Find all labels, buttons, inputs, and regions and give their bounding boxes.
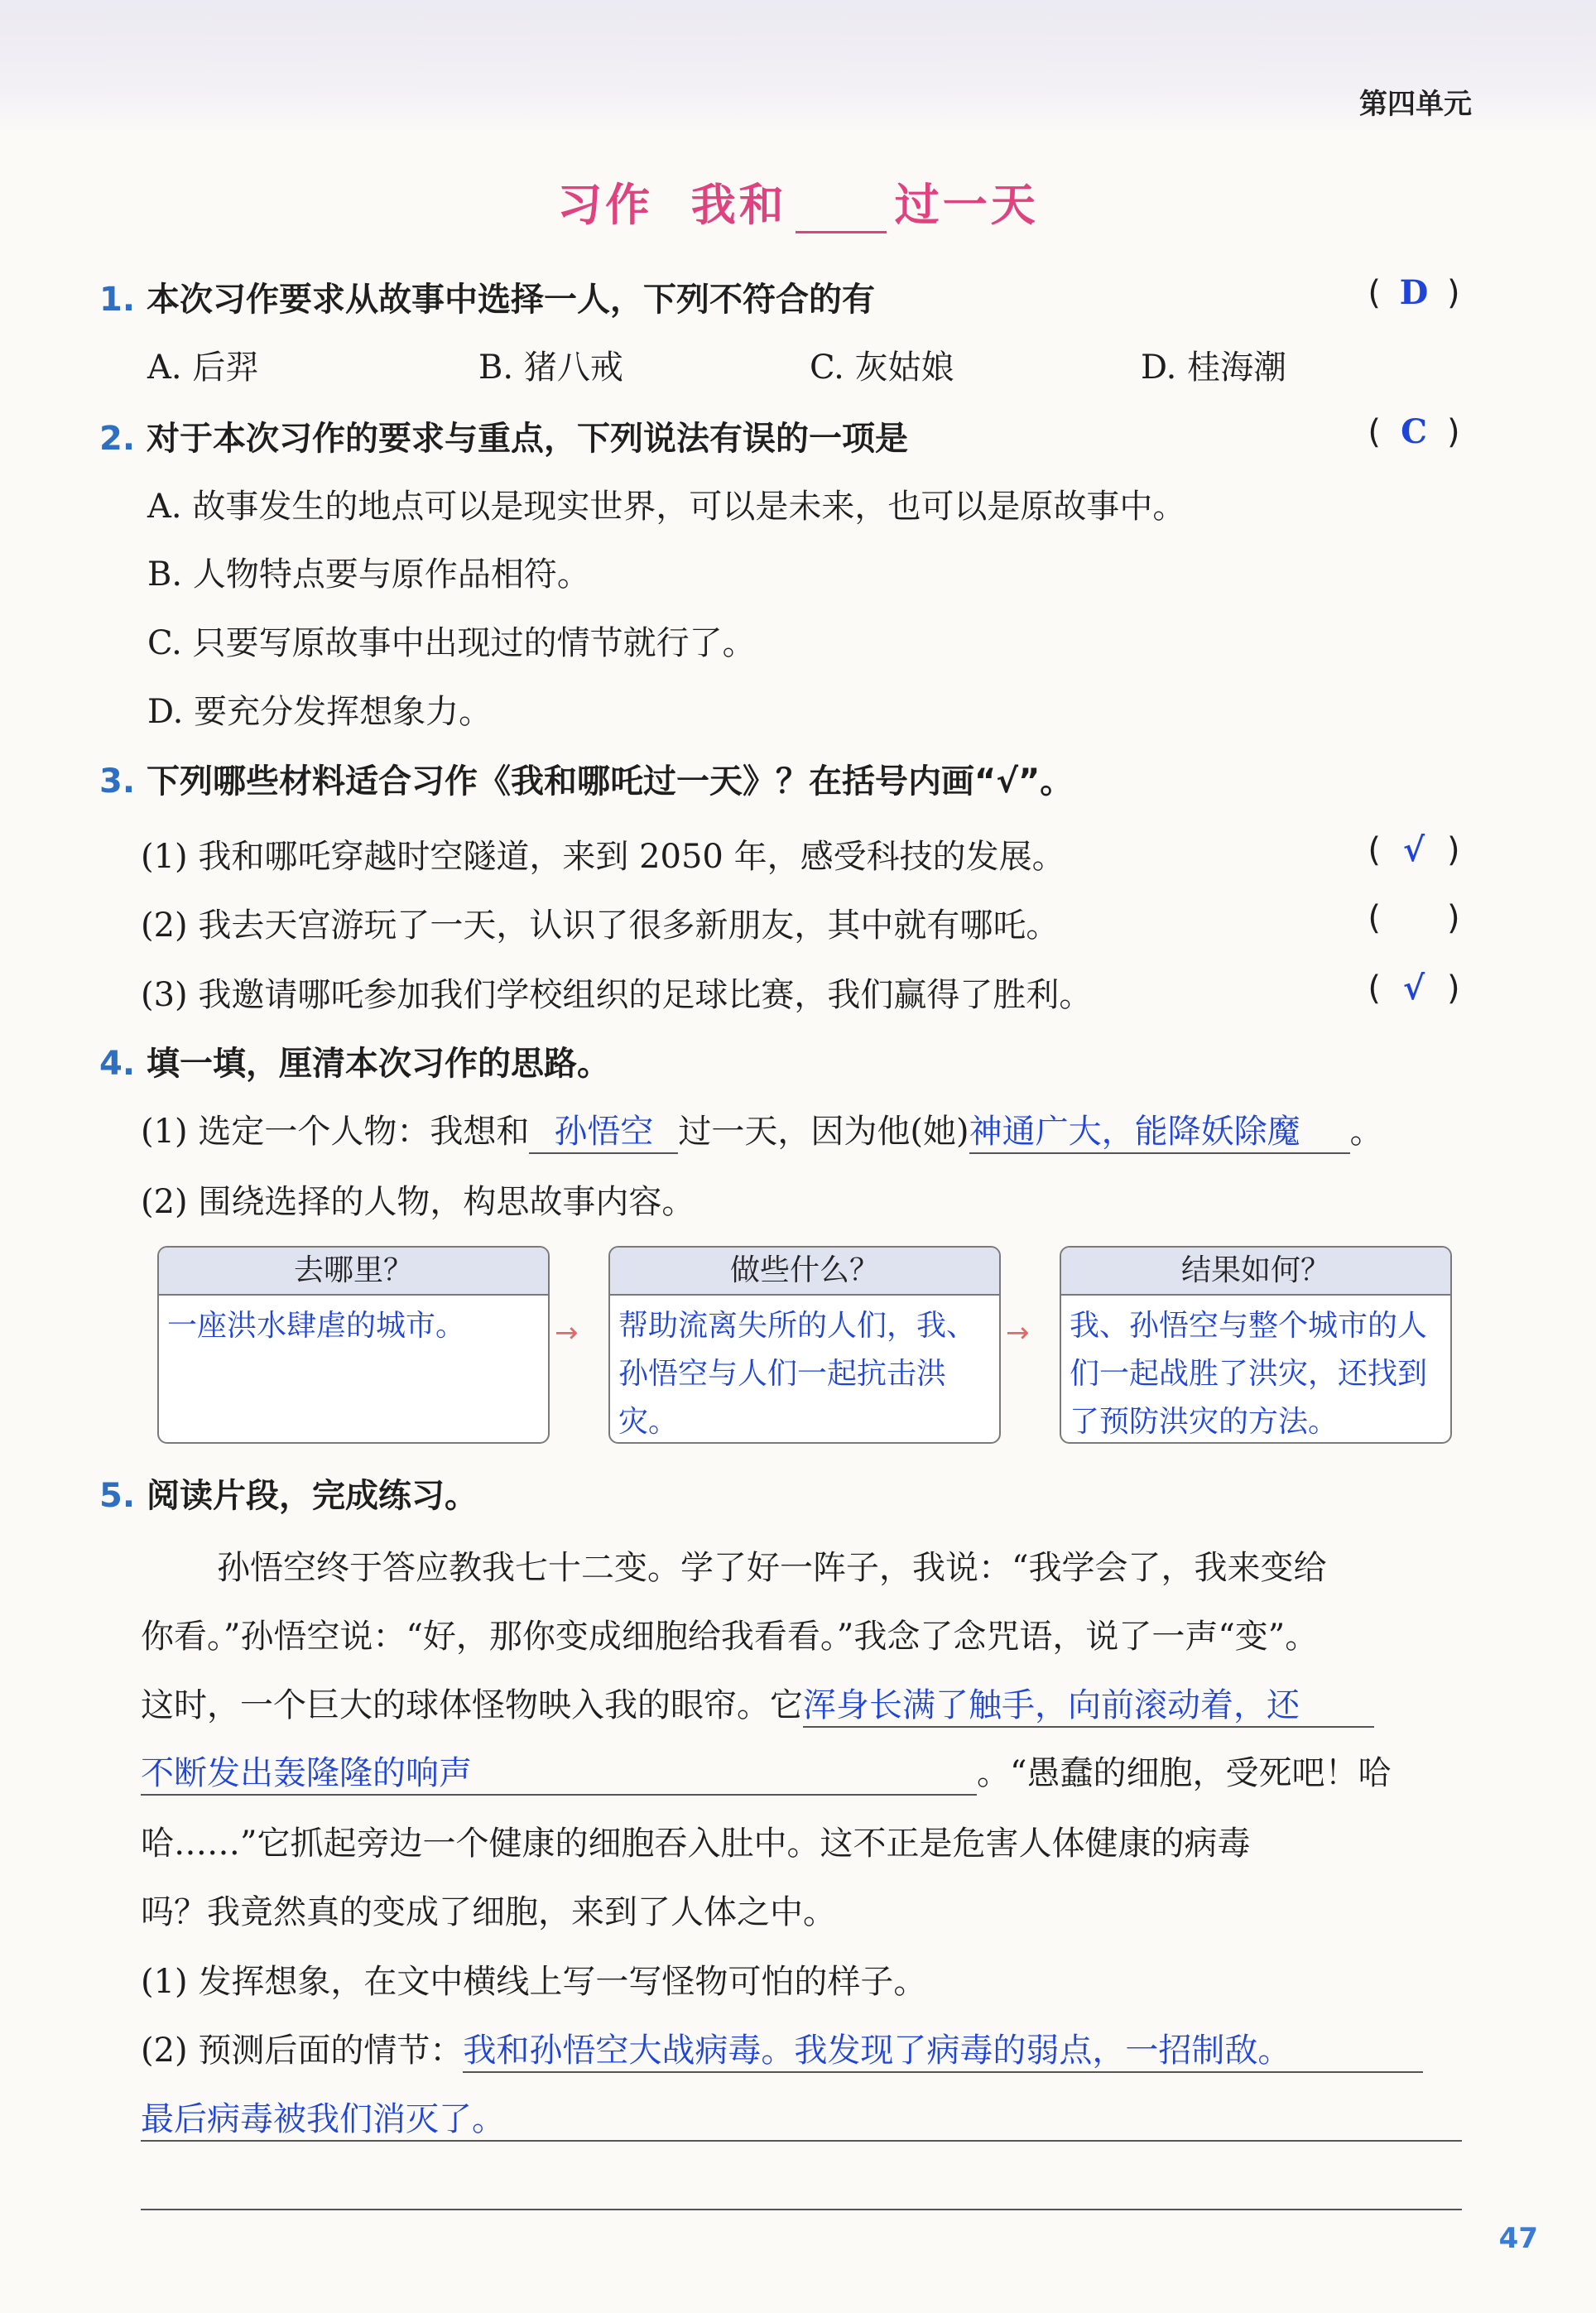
- q2-option-c: C. 只要写原故事中出现过的情节就行了。: [147, 624, 756, 662]
- story-box-what: [608, 1246, 1001, 1444]
- q5-passage-line-5: 哈……”它抓起旁边一个健康的细胞吞入肚中。这不正是危害人体健康的病毒: [141, 1825, 1251, 1863]
- q2-answer-bracket: ( C ): [1368, 412, 1460, 451]
- q1-option-b: B. 猪八戒: [478, 349, 623, 387]
- q5-monster-fill-2[interactable]: 不断发出轰隆隆的响声: [141, 1747, 977, 1796]
- question-2-number: 2.: [99, 420, 136, 458]
- q1-option-a: A. 后羿: [147, 349, 259, 387]
- q5-passage-line-1: 孙悟空终于答应教我七十二变。学了好一阵子，我说：“我学会了，我来变给: [217, 1549, 1327, 1587]
- story-box-where-head: 去哪里？: [159, 1248, 548, 1296]
- q5-passage-line-6: 吗？我竟然真的变成了细胞，来到了人体之中。: [141, 1893, 836, 1931]
- question-5-number: 5.: [99, 1477, 136, 1515]
- question-2-text: 对于本次习作的要求与重点，下列说法有误的一项是: [147, 420, 909, 458]
- question-4-number: 4.: [99, 1045, 136, 1083]
- q3-item-2-bracket: ( ): [1368, 899, 1460, 937]
- story-box-where: [157, 1246, 550, 1444]
- q5-sub-2-line2: [141, 2093, 1462, 2142]
- q4-line-1: [141, 1105, 1383, 1154]
- question-4: [99, 1037, 610, 1084]
- q5-sub-1: (1) 发挥想象，在文中横线上写一写怪物可怕的样子。: [141, 1963, 927, 2001]
- question-3-number: 3.: [99, 762, 136, 801]
- q5-prediction-fill-1[interactable]: 我和孙悟空大战病毒。我发现了病毒的弱点，一招制敌。: [463, 2024, 1423, 2073]
- page-title: [0, 170, 1596, 233]
- q5-prediction-fill-2[interactable]: 最后病毒被我们消灭了。: [141, 2093, 1462, 2142]
- q1-answer-bracket: ( D ): [1368, 273, 1460, 312]
- title-part1: 习作: [557, 179, 654, 231]
- arrow-right-icon: →: [1006, 1316, 1030, 1349]
- q5-sub2-prefix: (2) 预测后面的情节：: [141, 2032, 464, 2070]
- q5-passage-line-3: [141, 1679, 1374, 1728]
- question-1-number: 1.: [99, 281, 136, 319]
- question-3-text: 下列哪些材料适合习作《我和哪吒过一天》？在括号内画“√”。: [147, 762, 1074, 801]
- story-box-where-body[interactable]: 一座洪水肆虐的城市。: [167, 1309, 466, 1343]
- q3-item-2: (2) 我去天宫游玩了一天，认识了很多新朋友，其中就有哪吒。: [141, 906, 1060, 945]
- question-5-text: 阅读片段，完成练习。: [147, 1477, 478, 1515]
- q3-item-3-bracket: ( √ ): [1368, 969, 1460, 1007]
- q1-option-d: D. 桂海潮: [1141, 349, 1287, 387]
- q4-line1-prefix: (1) 选定一个人物：我想和: [141, 1113, 530, 1151]
- question-1: [99, 273, 875, 320]
- q2-answer: C: [1401, 412, 1427, 451]
- q3-item-3: (3) 我邀请哪吒参加我们学校组织的足球比赛，我们赢得了胜利。: [141, 976, 1093, 1014]
- arrow-right-icon: →: [555, 1316, 579, 1349]
- q3-item-3-answer: √: [1402, 969, 1425, 1007]
- title-blank: [796, 198, 887, 233]
- q5-passage-line-2: 你看。”孙悟空说：“好，那你变成细胞给我看看。”我念了念咒语，说了一声“变”。: [141, 1618, 1319, 1656]
- title-part2: 我和: [690, 179, 787, 231]
- question-4-text: 填一填，厘清本次习作的思路。: [147, 1045, 611, 1083]
- q5-blank-answer-line[interactable]: [141, 2209, 1462, 2210]
- question-3: [99, 755, 1073, 802]
- unit-header-band: [0, 0, 1596, 132]
- q1-option-c: C. 灰姑娘: [810, 349, 954, 387]
- unit-label: 第四单元: [1359, 88, 1472, 121]
- q3-item-1-bracket: ( √ ): [1368, 830, 1460, 869]
- story-box-what-head: 做些什么？: [610, 1248, 999, 1296]
- story-box-what-body[interactable]: 帮助流离失所的人们，我、孙悟空与人们一起抗击洪灾。: [618, 1309, 977, 1439]
- q5-monster-fill-1[interactable]: 浑身长满了触手，向前滚动着，还: [803, 1679, 1374, 1728]
- q1-answer: D: [1399, 273, 1429, 312]
- q4-person-fill[interactable]: 孙悟空: [529, 1105, 678, 1154]
- q5-sub-2: [141, 2024, 1423, 2073]
- q5-passage-line4-text: 。“愚蠢的细胞，受死吧！哈: [977, 1754, 1392, 1792]
- question-2: [99, 412, 908, 459]
- question-5: [99, 1469, 478, 1517]
- story-box-result: [1060, 1246, 1452, 1444]
- q3-item-1-answer: √: [1402, 830, 1425, 869]
- q4-line-2: (2) 围绕选择的人物，构思故事内容。: [141, 1183, 695, 1221]
- q2-option-d: D. 要充分发挥想象力。: [147, 693, 493, 731]
- title-part3: 过一天: [894, 179, 1039, 231]
- q3-item-1: (1) 我和哪吒穿越时空隧道，来到 2050 年，感受科技的发展。: [141, 838, 1065, 876]
- page-number: 47: [1498, 2222, 1538, 2255]
- q2-option-a: A. 故事发生的地点可以是现实世界，可以是未来，也可以是原故事中。: [147, 488, 1186, 526]
- q4-line1-end: 。: [1349, 1113, 1383, 1151]
- q5-passage-line3-text: 这时，一个巨大的球体怪物映入我的眼帘。它: [141, 1686, 803, 1724]
- story-box-result-head: 结果如何？: [1061, 1248, 1450, 1296]
- q4-line1-middle: 过一天，因为他(她): [678, 1113, 969, 1151]
- story-box-result-body[interactable]: 我、孙悟空与整个城市的人们一起战胜了洪灾，还找到了预防洪灾的方法。: [1070, 1309, 1428, 1439]
- question-1-text: 本次习作要求从故事中选择一人，下列不符合的有: [147, 281, 876, 319]
- q2-option-b: B. 人物特点要与原作品相符。: [147, 555, 590, 594]
- q4-reason-fill[interactable]: 神通广大，能降妖除魔: [969, 1105, 1350, 1154]
- q5-passage-line-4: [141, 1747, 1391, 1796]
